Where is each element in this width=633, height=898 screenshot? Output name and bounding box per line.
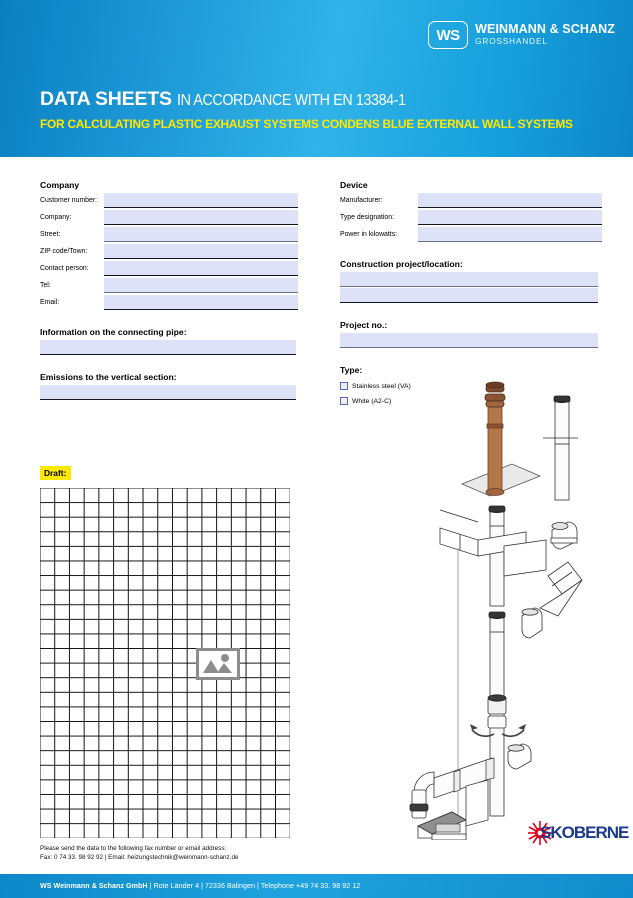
- field-label: Street:: [40, 231, 61, 238]
- company-section: [40, 180, 298, 400]
- flue-system-illustration: [400, 380, 615, 840]
- ws-badge-icon: [428, 21, 468, 49]
- customer-number-input[interactable]: [104, 193, 298, 208]
- emissions-heading: Emissions to the vertical section:: [40, 372, 177, 382]
- footnote-line-1: Please send the data to the following fax number or email address:: [40, 845, 227, 852]
- page-title: DATA SHEETS: [40, 88, 172, 110]
- flue-system-drawing: [400, 380, 615, 840]
- connecting-pipe-heading: Information on the connecting pipe:: [40, 327, 187, 337]
- field-label: Customer number:: [40, 197, 98, 204]
- field-power-kilowatts: [340, 227, 602, 242]
- company-input[interactable]: [104, 210, 298, 225]
- ws-logo: [428, 21, 615, 49]
- header-titles: [40, 88, 595, 131]
- footnote: [40, 845, 238, 862]
- field-label: Manufacturer:: [340, 197, 383, 204]
- field-label: ZIP code/Town:: [40, 248, 88, 255]
- skoberne-logo: [516, 820, 628, 846]
- footnote-line-2: Fax: 0 74 33. 98 92 92 | Email: heizungstechnik@weinmann-schanz.de: [40, 853, 239, 861]
- field-street: [40, 227, 298, 242]
- footer-address: | Rote Länder 4 | 72336 Balingen | Telephone +49 74 33. 98 92 12: [147, 882, 361, 890]
- page-title-standard: IN ACCORDANCE WITH EN 13384-1: [176, 92, 406, 109]
- connecting-pipe-input[interactable]: [40, 340, 296, 355]
- email-input[interactable]: [104, 295, 298, 310]
- manufacturer-input[interactable]: [418, 193, 602, 208]
- logo-company-subtitle: GROSSHANDEL: [475, 37, 548, 46]
- construction-project-input-line1[interactable]: [340, 272, 598, 287]
- field-contact-person: [40, 261, 298, 276]
- field-email: [40, 295, 298, 310]
- checkbox-icon[interactable]: [340, 397, 348, 405]
- construction-project-input-line2[interactable]: [340, 288, 598, 303]
- project-no-heading: Project no.:: [340, 320, 388, 330]
- power-kilowatts-input[interactable]: [418, 227, 602, 242]
- page-subtitle: FOR CALCULATING PLASTIC EXHAUST SYSTEMS CONDENS BLUE EXTERNAL WALL SYSTEMS: [40, 117, 573, 131]
- field-label: Tel:: [40, 282, 51, 289]
- emissions-input[interactable]: [40, 385, 296, 400]
- image-placeholder-glyph: [199, 651, 236, 676]
- field-tel: [40, 278, 298, 293]
- field-label: Company:: [40, 214, 72, 221]
- checkbox-label: White (A2-C): [352, 397, 392, 405]
- footer-company-name: WS Weinmann & Schanz GmbH: [40, 882, 148, 890]
- field-company: [40, 210, 298, 225]
- field-zip-town: [40, 244, 298, 259]
- field-customer-number: [40, 193, 298, 208]
- logo-company-name: WEINMANN & SCHANZ: [475, 22, 615, 36]
- checkbox-label: Stainless steel (VA): [352, 382, 411, 390]
- field-label: Power in kilowatts:: [340, 231, 398, 238]
- page-header: [0, 0, 633, 157]
- type-section-heading: Type:: [340, 365, 363, 375]
- field-label: Email:: [40, 299, 60, 306]
- device-section: [340, 180, 602, 405]
- tel-input[interactable]: [104, 278, 298, 293]
- field-manufacturer: [340, 193, 602, 208]
- page-footer: [0, 874, 633, 898]
- device-section-heading: Device: [340, 180, 368, 190]
- construction-project-heading: Construction project/location:: [340, 259, 463, 269]
- draft-grid-area[interactable]: [40, 488, 290, 838]
- company-section-heading: Company: [40, 180, 80, 190]
- footer-text: [40, 882, 360, 890]
- field-label: Contact person:: [40, 265, 89, 272]
- ws-badge-label: WS: [436, 26, 460, 44]
- checkbox-icon[interactable]: [340, 382, 348, 390]
- skoberne-wordmark: SKOBERNE: [540, 823, 629, 842]
- type-designation-input[interactable]: [418, 210, 602, 225]
- zip-town-input[interactable]: [104, 244, 298, 259]
- draft-label: Draft:: [40, 466, 71, 480]
- broken-image-placeholder-icon: [196, 648, 240, 680]
- field-label: Type designation:: [340, 214, 395, 221]
- contact-person-input[interactable]: [104, 261, 298, 276]
- street-input[interactable]: [104, 227, 298, 242]
- field-type-designation: [340, 210, 602, 225]
- project-no-input[interactable]: [340, 333, 598, 348]
